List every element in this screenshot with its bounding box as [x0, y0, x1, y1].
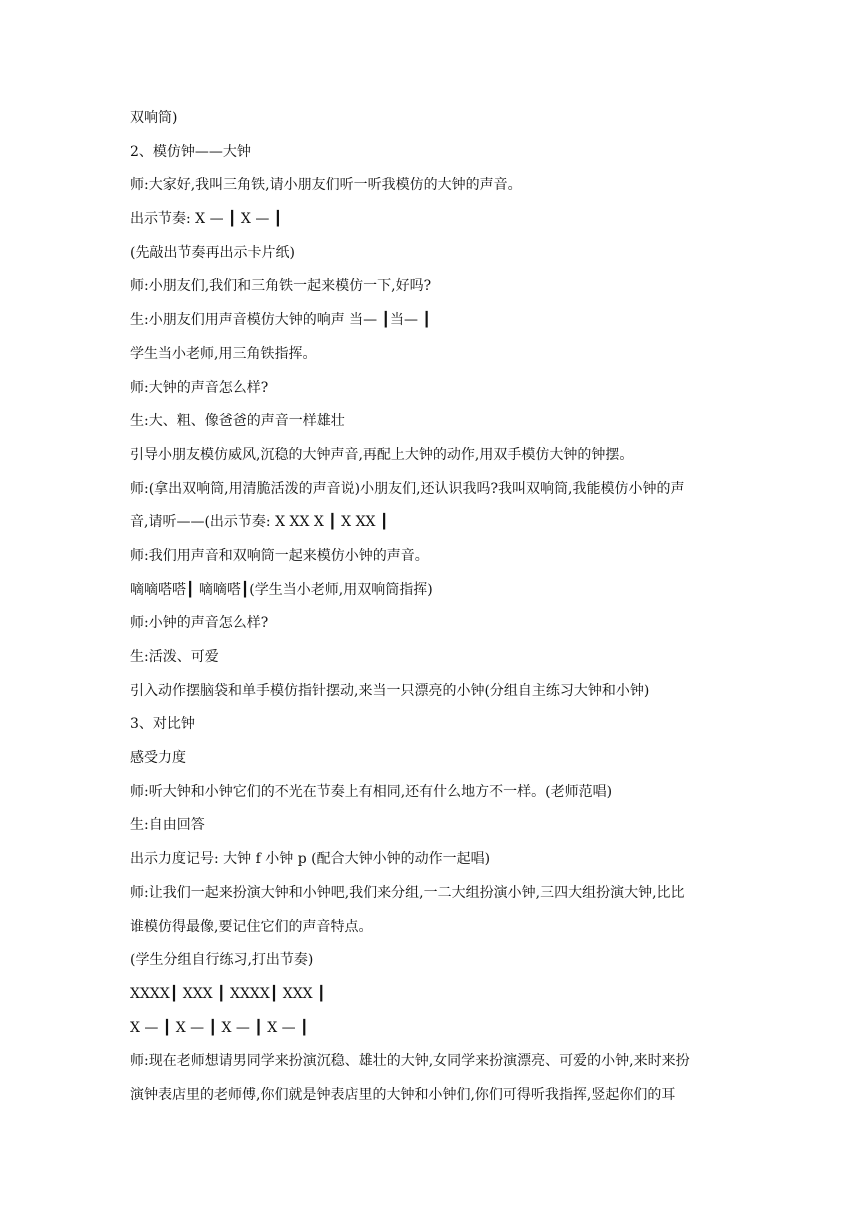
- text-line: 嘀嘀嗒嗒┃ 嘀嘀嗒┃(学生当小老师,用双响筒指挥): [130, 581, 433, 598]
- text-line: (先敲出节奏再出示卡片纸): [130, 244, 295, 261]
- text-line: 生:小朋友们用声音模仿大钟的响声 当— ┃当— ┃: [130, 312, 431, 329]
- text-line: 师:小钟的声音怎么样?: [130, 615, 269, 632]
- text-line: 学生当小老师,用三角铁指挥。: [130, 345, 317, 362]
- text-line: 引导小朋友模仿威风,沉稳的大钟声音,再配上大钟的动作,用双手模仿大钟的钟摆。: [130, 446, 634, 463]
- rhythm-line: X — ┃ X — ┃ X — ┃ X — ┃: [130, 1019, 309, 1036]
- text-line: 生:大、粗、像爸爸的声音一样雄壮: [130, 413, 345, 430]
- text-line: 师:小朋友们,我们和三角铁一起来模仿一下,好吗?: [130, 278, 432, 295]
- text-line: 师:大钟的声音怎么样?: [130, 379, 269, 396]
- rhythm-line: 出示节奏: X — ┃ X — ┃: [130, 211, 283, 228]
- section-heading: 3、对比钟: [130, 716, 195, 733]
- text-line: 师:让我们一起来扮演大钟和小钟吧,我们来分组,一二大组扮演小钟,三四大组扮演大钟,比比: [130, 884, 685, 901]
- rhythm-line: 音,请听——(出示节奏: X XX X ┃ X XX ┃: [130, 514, 389, 531]
- text-line: 演钟表店里的老师傅,你们就是钟表店里的大钟和小钟们,你们可得听我指挥,竖起你们的耳: [130, 1086, 676, 1103]
- text-line: 生:自由回答: [130, 817, 205, 834]
- text-line: (学生分组自行练习,打出节奏): [130, 952, 314, 969]
- dynamics-line: 出示力度记号: 大钟 f 小钟 p (配合大钟小钟的动作一起唱): [130, 851, 491, 868]
- text-line: 师:大家好,我叫三角铁,请小朋友们听一听我模仿的大钟的声音。: [130, 177, 522, 194]
- text-line: 引入动作摆脑袋和单手模仿指针摆动,来当一只漂亮的小钟(分组自主练习大钟和小钟): [130, 682, 650, 699]
- text-line: 生:活泼、可爱: [130, 649, 219, 665]
- text-line: 师:听大钟和小钟它们的不光在节奏上有相同,还有什么地方不一样。(老师范唱): [130, 783, 613, 800]
- text-line: 感受力度: [130, 750, 186, 767]
- text-line: 谁模仿得最像,要记住它们的声音特点。: [130, 918, 373, 935]
- rhythm-line: XXXX┃ XXX ┃ XXXX┃ XXX ┃: [130, 985, 326, 1002]
- document-page: [130, 108, 740, 1119]
- text-line: 师:我们用声音和双响筒一起来模仿小钟的声音。: [130, 547, 429, 564]
- text-line: 双响筒): [130, 110, 178, 126]
- text-line: 师:现在老师想请男同学来扮演沉稳、雄壮的大钟,女同学来扮演漂亮、可爱的小钟,来时来扮: [130, 1053, 690, 1070]
- section-heading: 2、模仿钟——大钟: [130, 143, 251, 160]
- text-line: 师:(拿出双响筒,用清脆活泼的声音说)小朋友们,还认识我吗?我叫双响筒,我能模仿小钟的声: [130, 480, 685, 497]
